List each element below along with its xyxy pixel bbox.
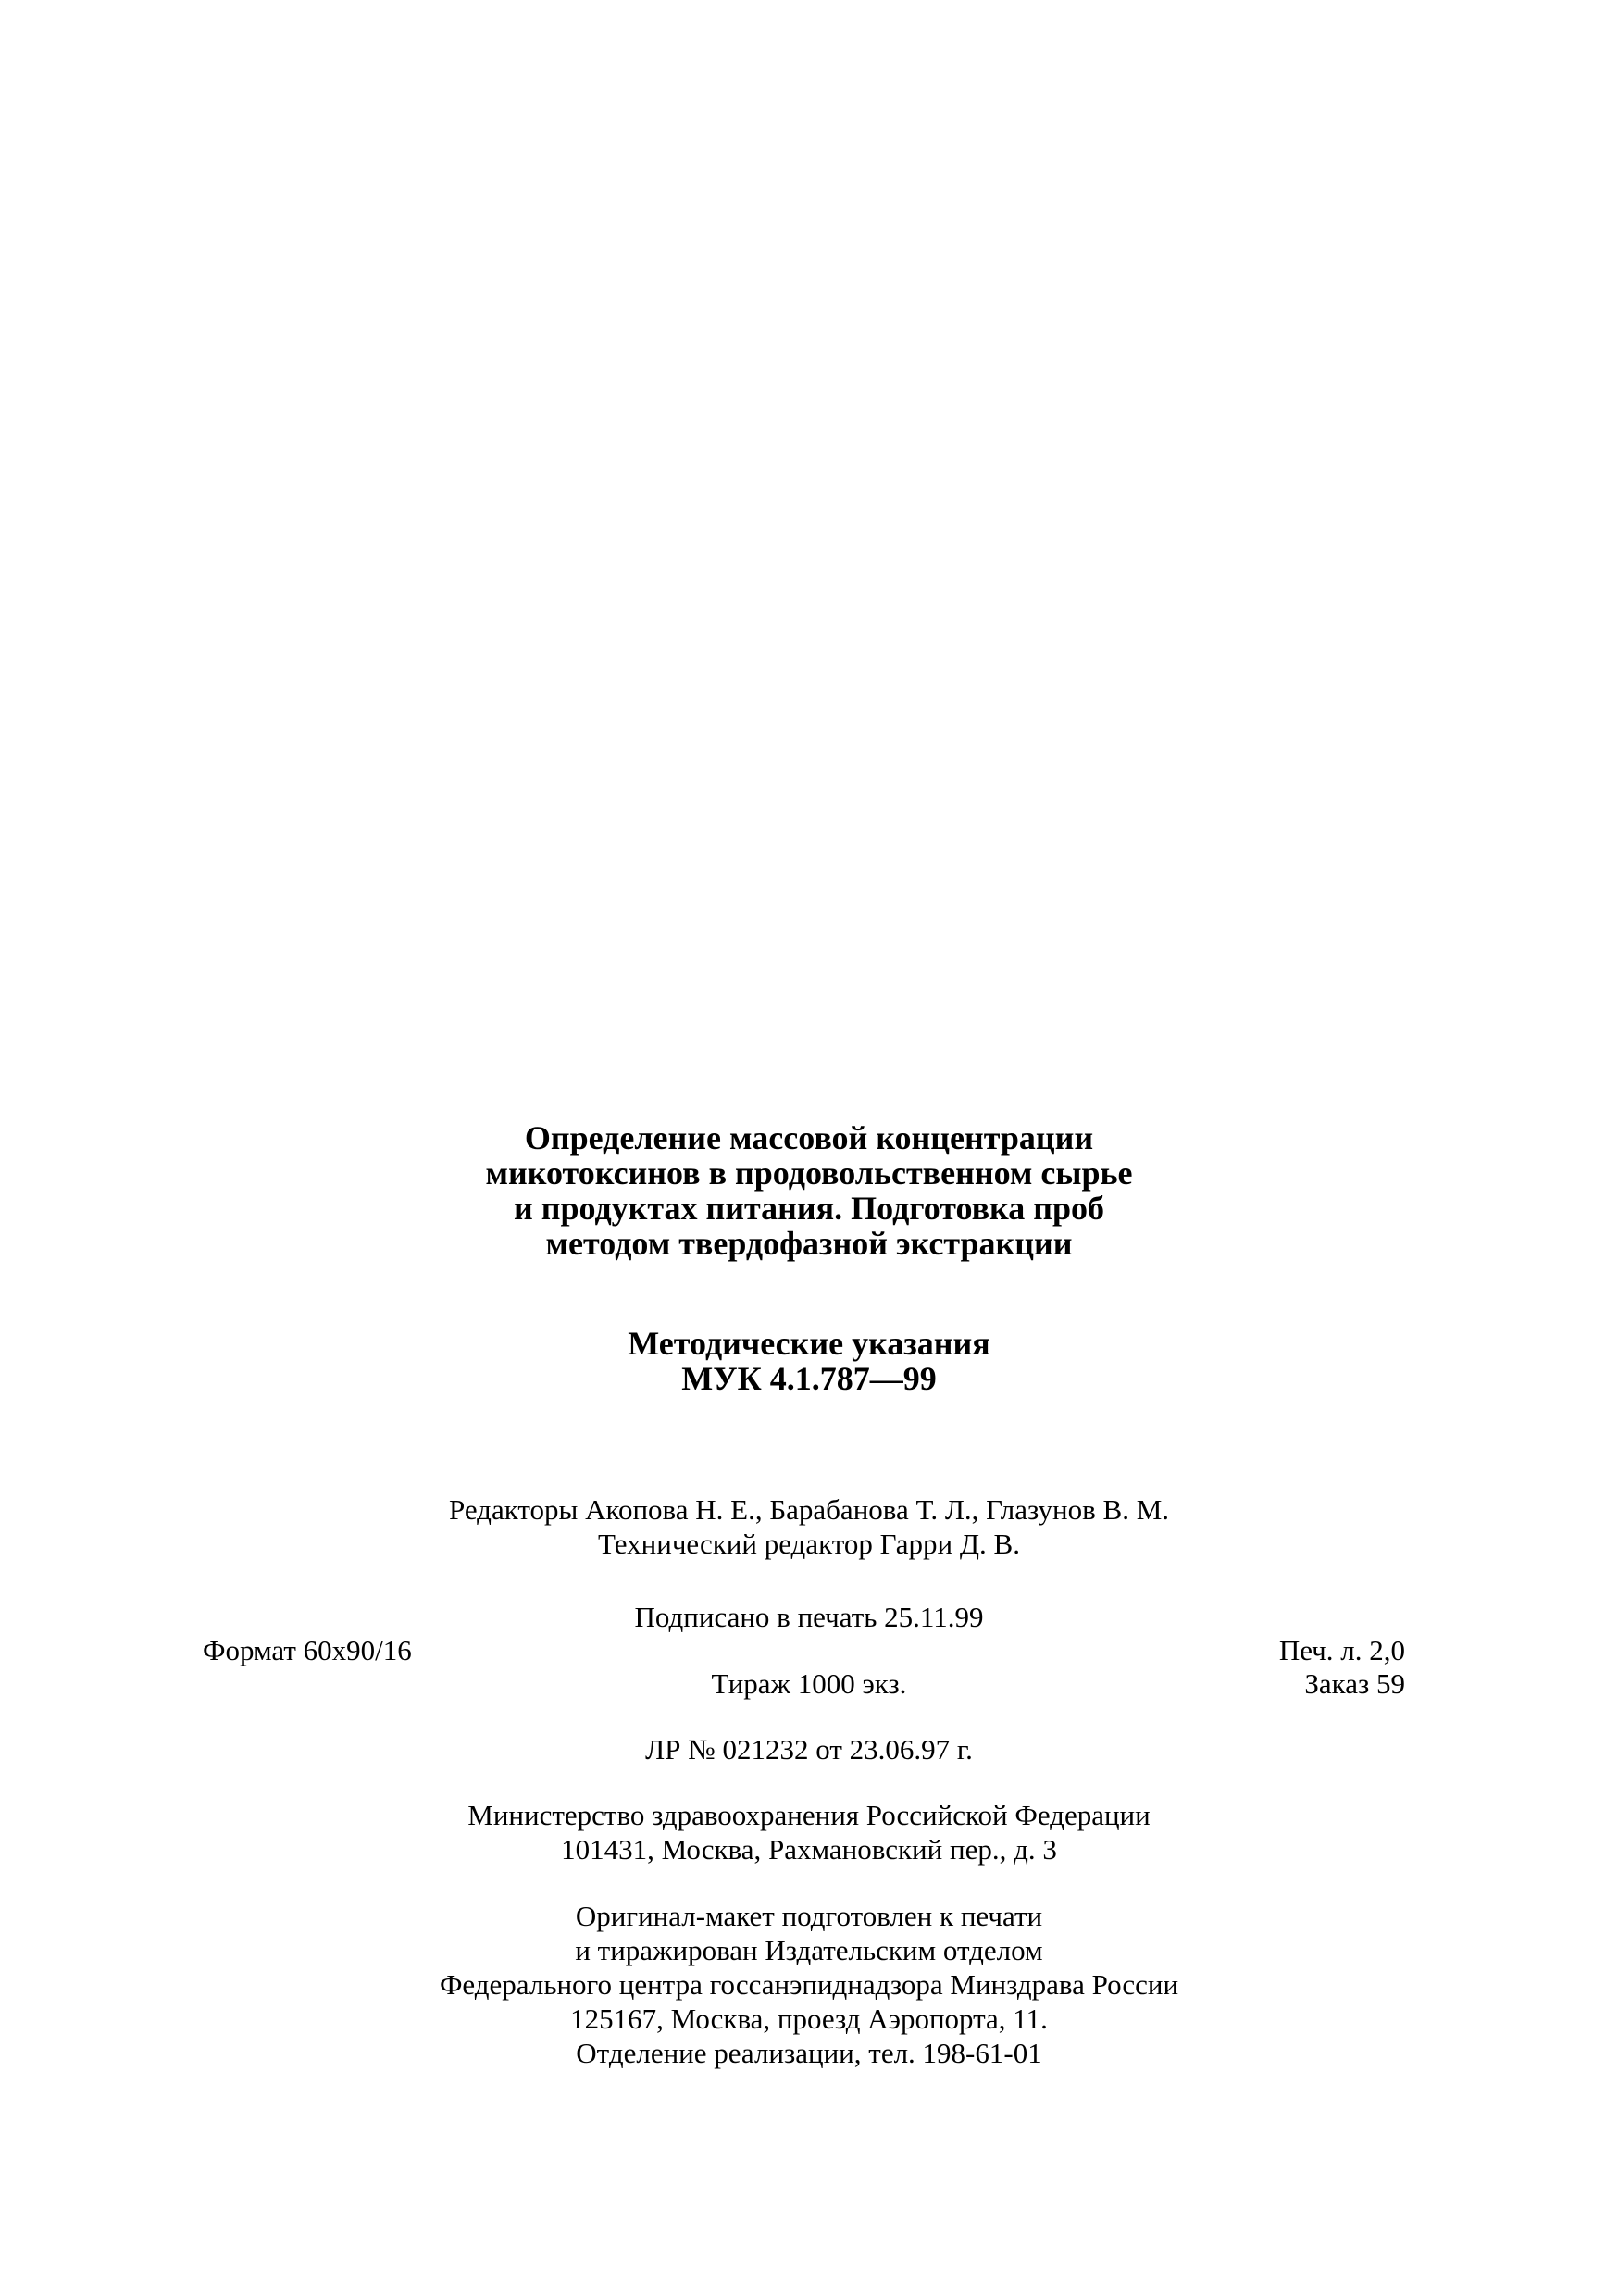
publisher-line: Федерального центра госсанэпиднадзора Минздрава России: [439, 1968, 1179, 2001]
document-subtitle: [0, 1326, 1618, 1396]
title-line: микотоксинов в продовольственном сырье: [485, 1154, 1133, 1192]
order-number: Заказ 59: [1304, 1667, 1405, 1700]
document-type: Методические указания: [628, 1325, 990, 1362]
format-info: Формат 60x90/16: [203, 1634, 412, 1666]
license-info: ЛР № 021232 от 23.06.97 г.: [645, 1733, 973, 1766]
document-title: [0, 1120, 1618, 1261]
sales-department-phone: Отделение реализации, тел. 198-61-01: [576, 2037, 1042, 2069]
editors-block: [0, 1492, 1618, 1561]
publisher-address: 125167, Москва, проезд Аэропорта, 11.: [570, 2003, 1048, 2035]
publisher-line: и тиражирован Издательским отделом: [575, 1934, 1043, 1966]
ministry-block: [0, 1798, 1618, 1866]
title-line: Определение массовой концентрации: [524, 1119, 1094, 1156]
publisher-line: Оригинал-макет подготовлен к печати: [575, 1900, 1043, 1932]
print-run-info: Тираж 1000 экз.: [711, 1667, 907, 1700]
printed-sheets-info: Печ. л. 2,0: [1278, 1634, 1405, 1666]
title-line: методом твердофазной экстракции: [545, 1225, 1073, 1262]
editors-line: Редакторы Акопова Н. Е., Барабанова Т. Л., Глазунов В. М.: [448, 1493, 1170, 1526]
title-line: и продуктах питания. Подготовка проб: [514, 1190, 1104, 1227]
ministry-address: 101431, Москва, Рахмановский пер., д. 3: [561, 1833, 1057, 1866]
technical-editor-line: Технический редактор Гарри Д. В.: [598, 1528, 1020, 1560]
signed-to-print: Подписано в печать 25.11.99: [634, 1601, 984, 1633]
document-code: МУК 4.1.787—99: [681, 1360, 937, 1397]
publisher-block: [0, 1899, 1618, 2070]
ministry-name: Министерство здравоохранения Российской Федерации: [467, 1799, 1151, 1831]
